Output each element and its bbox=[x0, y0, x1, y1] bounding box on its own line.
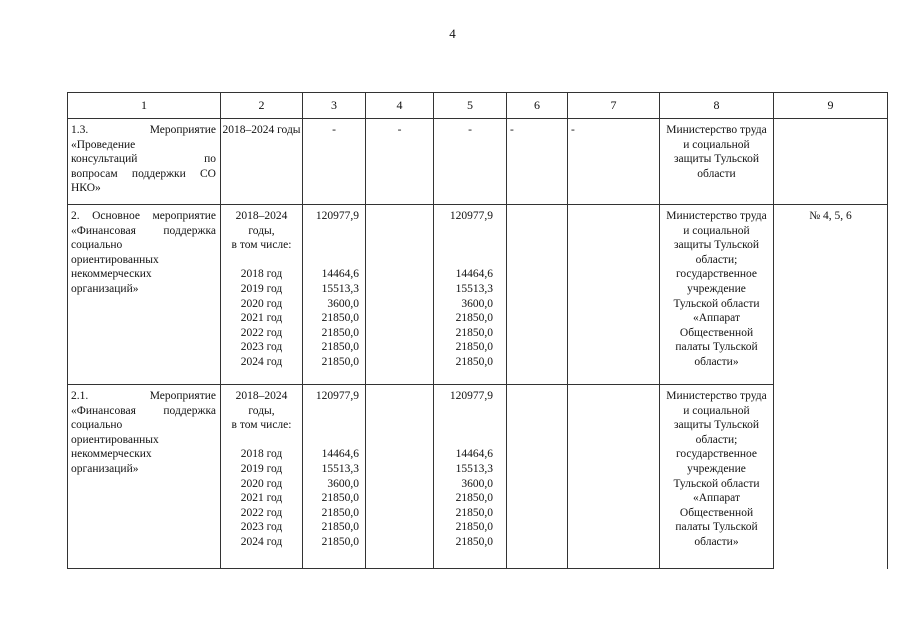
funding-total-value: 120977,9 bbox=[449, 390, 493, 402]
activity-name-line: «Проведение bbox=[71, 138, 136, 151]
funding-year-value: 3600,0 bbox=[327, 297, 359, 310]
activity-name-line: 2. Основное мероприятие bbox=[71, 210, 216, 222]
funding-total-cell bbox=[303, 205, 366, 385]
funding-total-cell: - bbox=[303, 119, 366, 205]
year-label: 2020 год bbox=[240, 477, 283, 490]
period-unit: годы, bbox=[248, 404, 275, 417]
year-label: 2023 год bbox=[240, 341, 283, 354]
activity-name-line: некоммерческих bbox=[71, 268, 152, 281]
activity-name-line: социально bbox=[71, 419, 123, 432]
activity-name-line: 1.3. Мероприятие bbox=[71, 124, 216, 136]
table-header-row bbox=[68, 93, 888, 119]
funding-year-value: 3600,0 bbox=[327, 477, 359, 490]
funding-local-cell bbox=[507, 385, 568, 569]
funding-year-value: 3600,0 bbox=[461, 477, 493, 490]
year-label: 2020 год bbox=[240, 297, 283, 310]
result-indicator-cell bbox=[774, 119, 888, 205]
column-header: 7 bbox=[568, 93, 660, 119]
period-range: 2018–2024 bbox=[235, 390, 288, 402]
funding-year-value: 21850,0 bbox=[321, 535, 359, 548]
funding-local-cell bbox=[507, 205, 568, 385]
funding-total-cell bbox=[303, 385, 366, 569]
funding-year-value: 14464,6 bbox=[455, 268, 493, 281]
activity-name-cell bbox=[68, 119, 221, 205]
year-label: 2021 год bbox=[240, 492, 283, 505]
funding-year-value: 21850,0 bbox=[455, 521, 493, 534]
funding-year-value: 15513,3 bbox=[455, 462, 493, 475]
funding-year-value: 15513,3 bbox=[455, 282, 493, 295]
activity-name-line: «Финансовая поддержка bbox=[71, 404, 216, 417]
page-number: 4 bbox=[449, 26, 456, 41]
year-label: 2018 год bbox=[240, 268, 283, 281]
funding-federal-cell bbox=[366, 205, 434, 385]
funding-local-cell: - bbox=[507, 119, 568, 205]
funding-year-value: 21850,0 bbox=[455, 506, 493, 519]
column-header: 4 bbox=[366, 93, 434, 119]
period-cell bbox=[221, 205, 303, 385]
funding-year-value: 21850,0 bbox=[455, 326, 493, 339]
activity-name-line: консультаций по bbox=[71, 153, 216, 166]
responsible-org-cell: Министерство труда и социальной защиты Тульской области bbox=[660, 119, 774, 205]
activity-name-line: ориентированных bbox=[71, 433, 159, 446]
funding-federal-cell bbox=[366, 385, 434, 569]
year-label: 2021 год bbox=[240, 312, 283, 325]
funding-year-value: 21850,0 bbox=[455, 355, 493, 368]
funding-year-value: 14464,6 bbox=[321, 448, 359, 461]
activity-name-line: 2.1. Мероприятие bbox=[71, 390, 216, 402]
activity-name-line: «Финансовая поддержка bbox=[71, 224, 216, 237]
column-header: 1 bbox=[68, 93, 221, 119]
funding-year-value: 21850,0 bbox=[321, 506, 359, 519]
funding-other-cell bbox=[568, 205, 660, 385]
funding-total-value: 120977,9 bbox=[315, 210, 359, 222]
funding-year-value: 3600,0 bbox=[461, 297, 493, 310]
funding-year-value: 21850,0 bbox=[321, 341, 359, 354]
table-row bbox=[68, 385, 888, 569]
table-row bbox=[68, 119, 888, 205]
funding-year-value: 21850,0 bbox=[455, 535, 493, 548]
activity-name-line: социально bbox=[71, 239, 123, 252]
funding-total-value: 120977,9 bbox=[315, 390, 359, 402]
period-range: 2018–2024 bbox=[235, 210, 288, 222]
funding-year-value: 21850,0 bbox=[321, 521, 359, 534]
funding-year-value: 21850,0 bbox=[455, 341, 493, 354]
funding-year-value: 21850,0 bbox=[455, 492, 493, 505]
funding-other-cell bbox=[568, 385, 660, 569]
funding-other-cell: - bbox=[568, 119, 660, 205]
year-label: 2024 год bbox=[240, 355, 283, 368]
responsible-org-cell: Министерство труда и социальной защиты Тульской области; государственное учреждение Тульской области «Аппарат Общественной палаты Тульской области» bbox=[660, 205, 774, 385]
funding-year-value: 21850,0 bbox=[455, 312, 493, 325]
activity-name-line: некоммерческих bbox=[71, 448, 152, 461]
column-header: 2 bbox=[221, 93, 303, 119]
activity-plan-table bbox=[67, 92, 888, 569]
funding-year-value: 14464,6 bbox=[455, 448, 493, 461]
funding-year-value: 15513,3 bbox=[321, 462, 359, 475]
period-including: в том числе: bbox=[231, 239, 292, 252]
funding-regional-cell bbox=[434, 385, 507, 569]
funding-year-value: 21850,0 bbox=[321, 355, 359, 368]
year-label: 2019 год bbox=[240, 462, 283, 475]
period-unit: годы, bbox=[248, 224, 275, 237]
column-header: 3 bbox=[303, 93, 366, 119]
activity-name-line: вопросам поддержки СО bbox=[71, 167, 216, 180]
activity-name-line: организаций» bbox=[71, 282, 139, 295]
column-header: 6 bbox=[507, 93, 568, 119]
activity-name-line: НКО» bbox=[71, 182, 101, 195]
table-row bbox=[68, 205, 888, 385]
period-including: в том числе: bbox=[231, 419, 292, 432]
year-label: 2019 год bbox=[240, 282, 283, 295]
funding-federal-cell: - bbox=[366, 119, 434, 205]
funding-regional-cell bbox=[434, 205, 507, 385]
activity-name-cell bbox=[68, 385, 221, 569]
funding-year-value: 21850,0 bbox=[321, 326, 359, 339]
activity-name-line: ориентированных bbox=[71, 253, 159, 266]
funding-regional-cell: - bbox=[434, 119, 507, 205]
funding-year-value: 21850,0 bbox=[321, 492, 359, 505]
year-label: 2018 год bbox=[240, 448, 283, 461]
period-cell bbox=[221, 385, 303, 569]
period-cell: 2018–2024 годы bbox=[221, 119, 303, 205]
year-label: 2023 год bbox=[240, 521, 283, 534]
funding-year-value: 14464,6 bbox=[321, 268, 359, 281]
year-label: 2022 год bbox=[240, 326, 283, 339]
year-label: 2024 год bbox=[240, 535, 283, 548]
funding-year-value: 21850,0 bbox=[321, 312, 359, 325]
result-indicator-cell: № 4, 5, 6 bbox=[774, 205, 888, 569]
year-label: 2022 год bbox=[240, 506, 283, 519]
column-header: 5 bbox=[434, 93, 507, 119]
responsible-org-cell: Министерство труда и социальной защиты Тульской области; государственное учреждение Тульской области «Аппарат Общественной палаты Тульской области» bbox=[660, 385, 774, 569]
activity-name-line: организаций» bbox=[71, 462, 139, 475]
column-header: 8 bbox=[660, 93, 774, 119]
activity-name-cell bbox=[68, 205, 221, 385]
column-header: 9 bbox=[774, 93, 888, 119]
funding-total-value: 120977,9 bbox=[449, 210, 493, 222]
funding-year-value: 15513,3 bbox=[321, 282, 359, 295]
